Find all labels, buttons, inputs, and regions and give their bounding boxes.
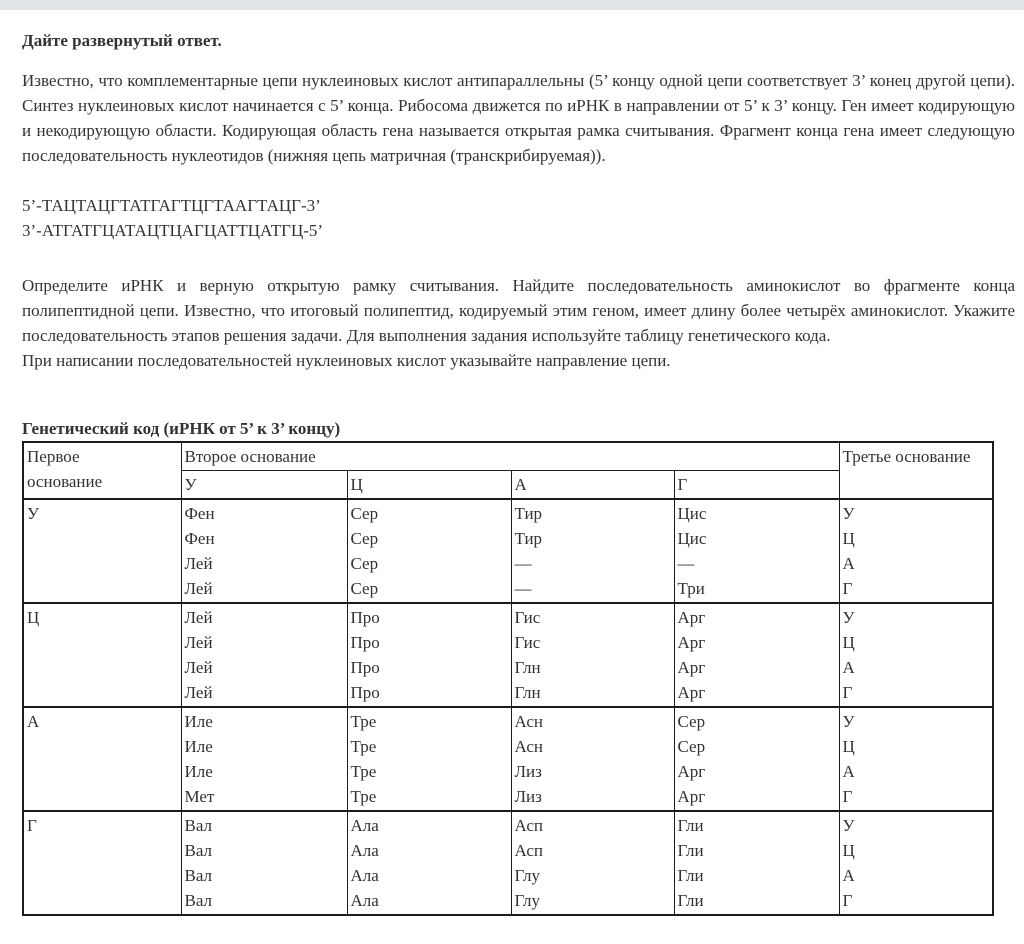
amino-line: Лей — [184, 608, 213, 627]
table-row-c — [23, 603, 993, 707]
third-base-line: А — [842, 866, 855, 885]
amino-line: Тир — [514, 529, 543, 548]
amino-line: Лиз — [514, 787, 542, 806]
third-base-line: Ц — [842, 841, 855, 860]
first-base-cell: А — [23, 707, 181, 811]
third-base-cell — [839, 811, 993, 915]
amino-line: Ала — [350, 891, 379, 910]
amino-line: Тре — [350, 737, 377, 756]
document-page — [0, 28, 1015, 916]
amino-line: Вал — [184, 841, 213, 860]
amino-cell-ca — [511, 603, 674, 707]
amino-line: Иле — [184, 762, 213, 781]
amino-line: Про — [350, 658, 380, 677]
amino-line: Про — [350, 633, 380, 652]
table-row-u — [23, 499, 993, 603]
third-base-line: А — [842, 762, 855, 781]
amino-line: Сер — [677, 712, 706, 731]
third-base-line: Г — [842, 579, 853, 598]
amino-line: Про — [350, 683, 380, 702]
amino-line: Глн — [514, 658, 541, 677]
amino-line: Три — [677, 579, 705, 598]
table-header-row-1 — [23, 442, 993, 471]
dna-sequence-top-strand: 5’-ТАЦТАЦГТАТГАГТЦГТААГТАЦГ-3’ — [22, 196, 321, 215]
amino-line: Гис — [514, 633, 541, 652]
amino-line: Арг — [677, 787, 706, 806]
amino-line: Арг — [677, 683, 706, 702]
table-row-g — [23, 811, 993, 915]
amino-line: Цис — [677, 529, 707, 548]
page-title: Дайте развернутый ответ. — [22, 31, 222, 50]
third-base-line: Ц — [842, 737, 855, 756]
amino-cell-uc — [347, 499, 511, 603]
amino-line: Вал — [184, 816, 213, 835]
amino-line: Лей — [184, 658, 213, 677]
amino-line: — — [677, 554, 695, 573]
amino-line: Иле — [184, 737, 213, 756]
amino-line: Гли — [677, 891, 704, 910]
table-header — [23, 442, 993, 499]
third-base-line: У — [842, 608, 855, 627]
task-paragraph-intro: Известно, что комплементарные цепи нуклеиновых кислот антипараллельны (5’ концу одной цепи соответствует 3’ конец другой цепи). Синтез нуклеиновых кислот начинается с 5’ конца. Рибосома движется по иРНК в направлении от 5’ к 3’ концу. Ген имеет кодирующую и некодирующую области. Кодирующая область гена называется открытая рамка считывания. Фрагмент конца гена имеет следующую последовательность нуклеотидов (нижняя цепь матричная (транскрибируемая)). — [22, 71, 1015, 165]
amino-cell-ug — [674, 499, 839, 603]
amino-line: Гли — [677, 841, 704, 860]
third-base-cell — [839, 499, 993, 603]
third-base-line: А — [842, 658, 855, 677]
task-paragraph-question: Определите иРНК и верную открытую рамку считывания. Найдите последовательность аминокислот во фрагменте конца полипептидной цепи. Известно, что итоговый полипептид, кодируемый этим геном, имеет длину более четырёх аминокислот. Укажите последовательность этапов решения задачи. Для выполнения задания используйте таблицу генетического кода. — [22, 276, 1015, 345]
first-base-cell: У — [23, 499, 181, 603]
amino-line: Арг — [677, 658, 706, 677]
genetic-code-table-title: Генетический код (иРНК от 5’ к 3’ концу) — [22, 419, 341, 438]
amino-line: Про — [350, 608, 380, 627]
amino-line: Вал — [184, 891, 213, 910]
amino-line: Асн — [514, 737, 543, 756]
amino-cell-ua — [511, 499, 674, 603]
header-third-base: Третье основание — [839, 442, 993, 499]
third-base-line: Г — [842, 683, 853, 702]
amino-cell-ga — [511, 811, 674, 915]
subheader-u: У — [181, 471, 347, 500]
amino-line: Сер — [677, 737, 706, 756]
amino-line: Сер — [350, 529, 379, 548]
amino-line: Глн — [514, 683, 541, 702]
amino-line: Ала — [350, 816, 379, 835]
header-first-base-label: Первое основание — [27, 447, 103, 491]
amino-line: Гли — [677, 816, 704, 835]
amino-line: Тре — [350, 787, 377, 806]
amino-line: Мет — [184, 787, 215, 806]
amino-line: Лей — [184, 579, 213, 598]
amino-line: Фен — [184, 504, 215, 523]
amino-line: Иле — [184, 712, 213, 731]
amino-cell-gu — [181, 811, 347, 915]
subheader-a: А — [511, 471, 674, 500]
amino-line: Тре — [350, 762, 377, 781]
amino-line: Сер — [350, 504, 379, 523]
dna-sequence-block — [22, 193, 1015, 243]
amino-line: Лей — [184, 683, 213, 702]
amino-line: Цис — [677, 504, 707, 523]
amino-cell-gg — [674, 811, 839, 915]
amino-line: — — [514, 579, 532, 598]
amino-cell-cg — [674, 603, 839, 707]
dna-sequence-bottom-strand: 3’-АТГАТГЦАТАЦТЦАГЦАТТЦАТГЦ-5’ — [22, 221, 324, 240]
amino-line: Глу — [514, 891, 541, 910]
subheader-c: Ц — [347, 471, 511, 500]
header-first-base — [23, 442, 181, 499]
amino-line: Вал — [184, 866, 213, 885]
task-paragraph-note: При написании последовательностей нуклеиновых кислот указывайте направление цепи. — [22, 351, 671, 370]
third-base-line: Ц — [842, 633, 855, 652]
amino-line: Сер — [350, 579, 379, 598]
amino-line: — — [514, 554, 532, 573]
amino-line: Тре — [350, 712, 377, 731]
subheader-g: Г — [674, 471, 839, 500]
amino-line: Гис — [514, 608, 541, 627]
amino-line: Гли — [677, 866, 704, 885]
amino-cell-aa — [511, 707, 674, 811]
amino-line: Лей — [184, 554, 213, 573]
third-base-line: Г — [842, 891, 853, 910]
third-base-line: А — [842, 554, 855, 573]
amino-cell-cc — [347, 603, 511, 707]
amino-line: Арг — [677, 608, 706, 627]
amino-line: Арг — [677, 633, 706, 652]
header-second-base: Второе основание — [181, 442, 839, 471]
third-base-cell — [839, 603, 993, 707]
amino-line: Ала — [350, 841, 379, 860]
amino-cell-au — [181, 707, 347, 811]
amino-line: Лей — [184, 633, 213, 652]
amino-line: Глу — [514, 866, 541, 885]
amino-cell-cu — [181, 603, 347, 707]
amino-cell-uu — [181, 499, 347, 603]
amino-line: Арг — [677, 762, 706, 781]
third-base-line: У — [842, 712, 855, 731]
table-row-a — [23, 707, 993, 811]
amino-line: Ала — [350, 866, 379, 885]
amino-line: Асн — [514, 712, 543, 731]
amino-cell-gc — [347, 811, 511, 915]
amino-line: Асп — [514, 816, 543, 835]
third-base-line: У — [842, 504, 855, 523]
amino-line: Тир — [514, 504, 543, 523]
first-base-cell: Ц — [23, 603, 181, 707]
third-base-cell — [839, 707, 993, 811]
first-base-cell: Г — [23, 811, 181, 915]
amino-line: Сер — [350, 554, 379, 573]
third-base-line: У — [842, 816, 855, 835]
amino-cell-ac — [347, 707, 511, 811]
amino-line: Асп — [514, 841, 543, 860]
third-base-line: Ц — [842, 529, 855, 548]
amino-cell-ag — [674, 707, 839, 811]
top-window-bar — [0, 0, 1024, 10]
third-base-line: Г — [842, 787, 853, 806]
amino-line: Лиз — [514, 762, 542, 781]
amino-line: Фен — [184, 529, 215, 548]
genetic-code-table — [22, 441, 994, 916]
